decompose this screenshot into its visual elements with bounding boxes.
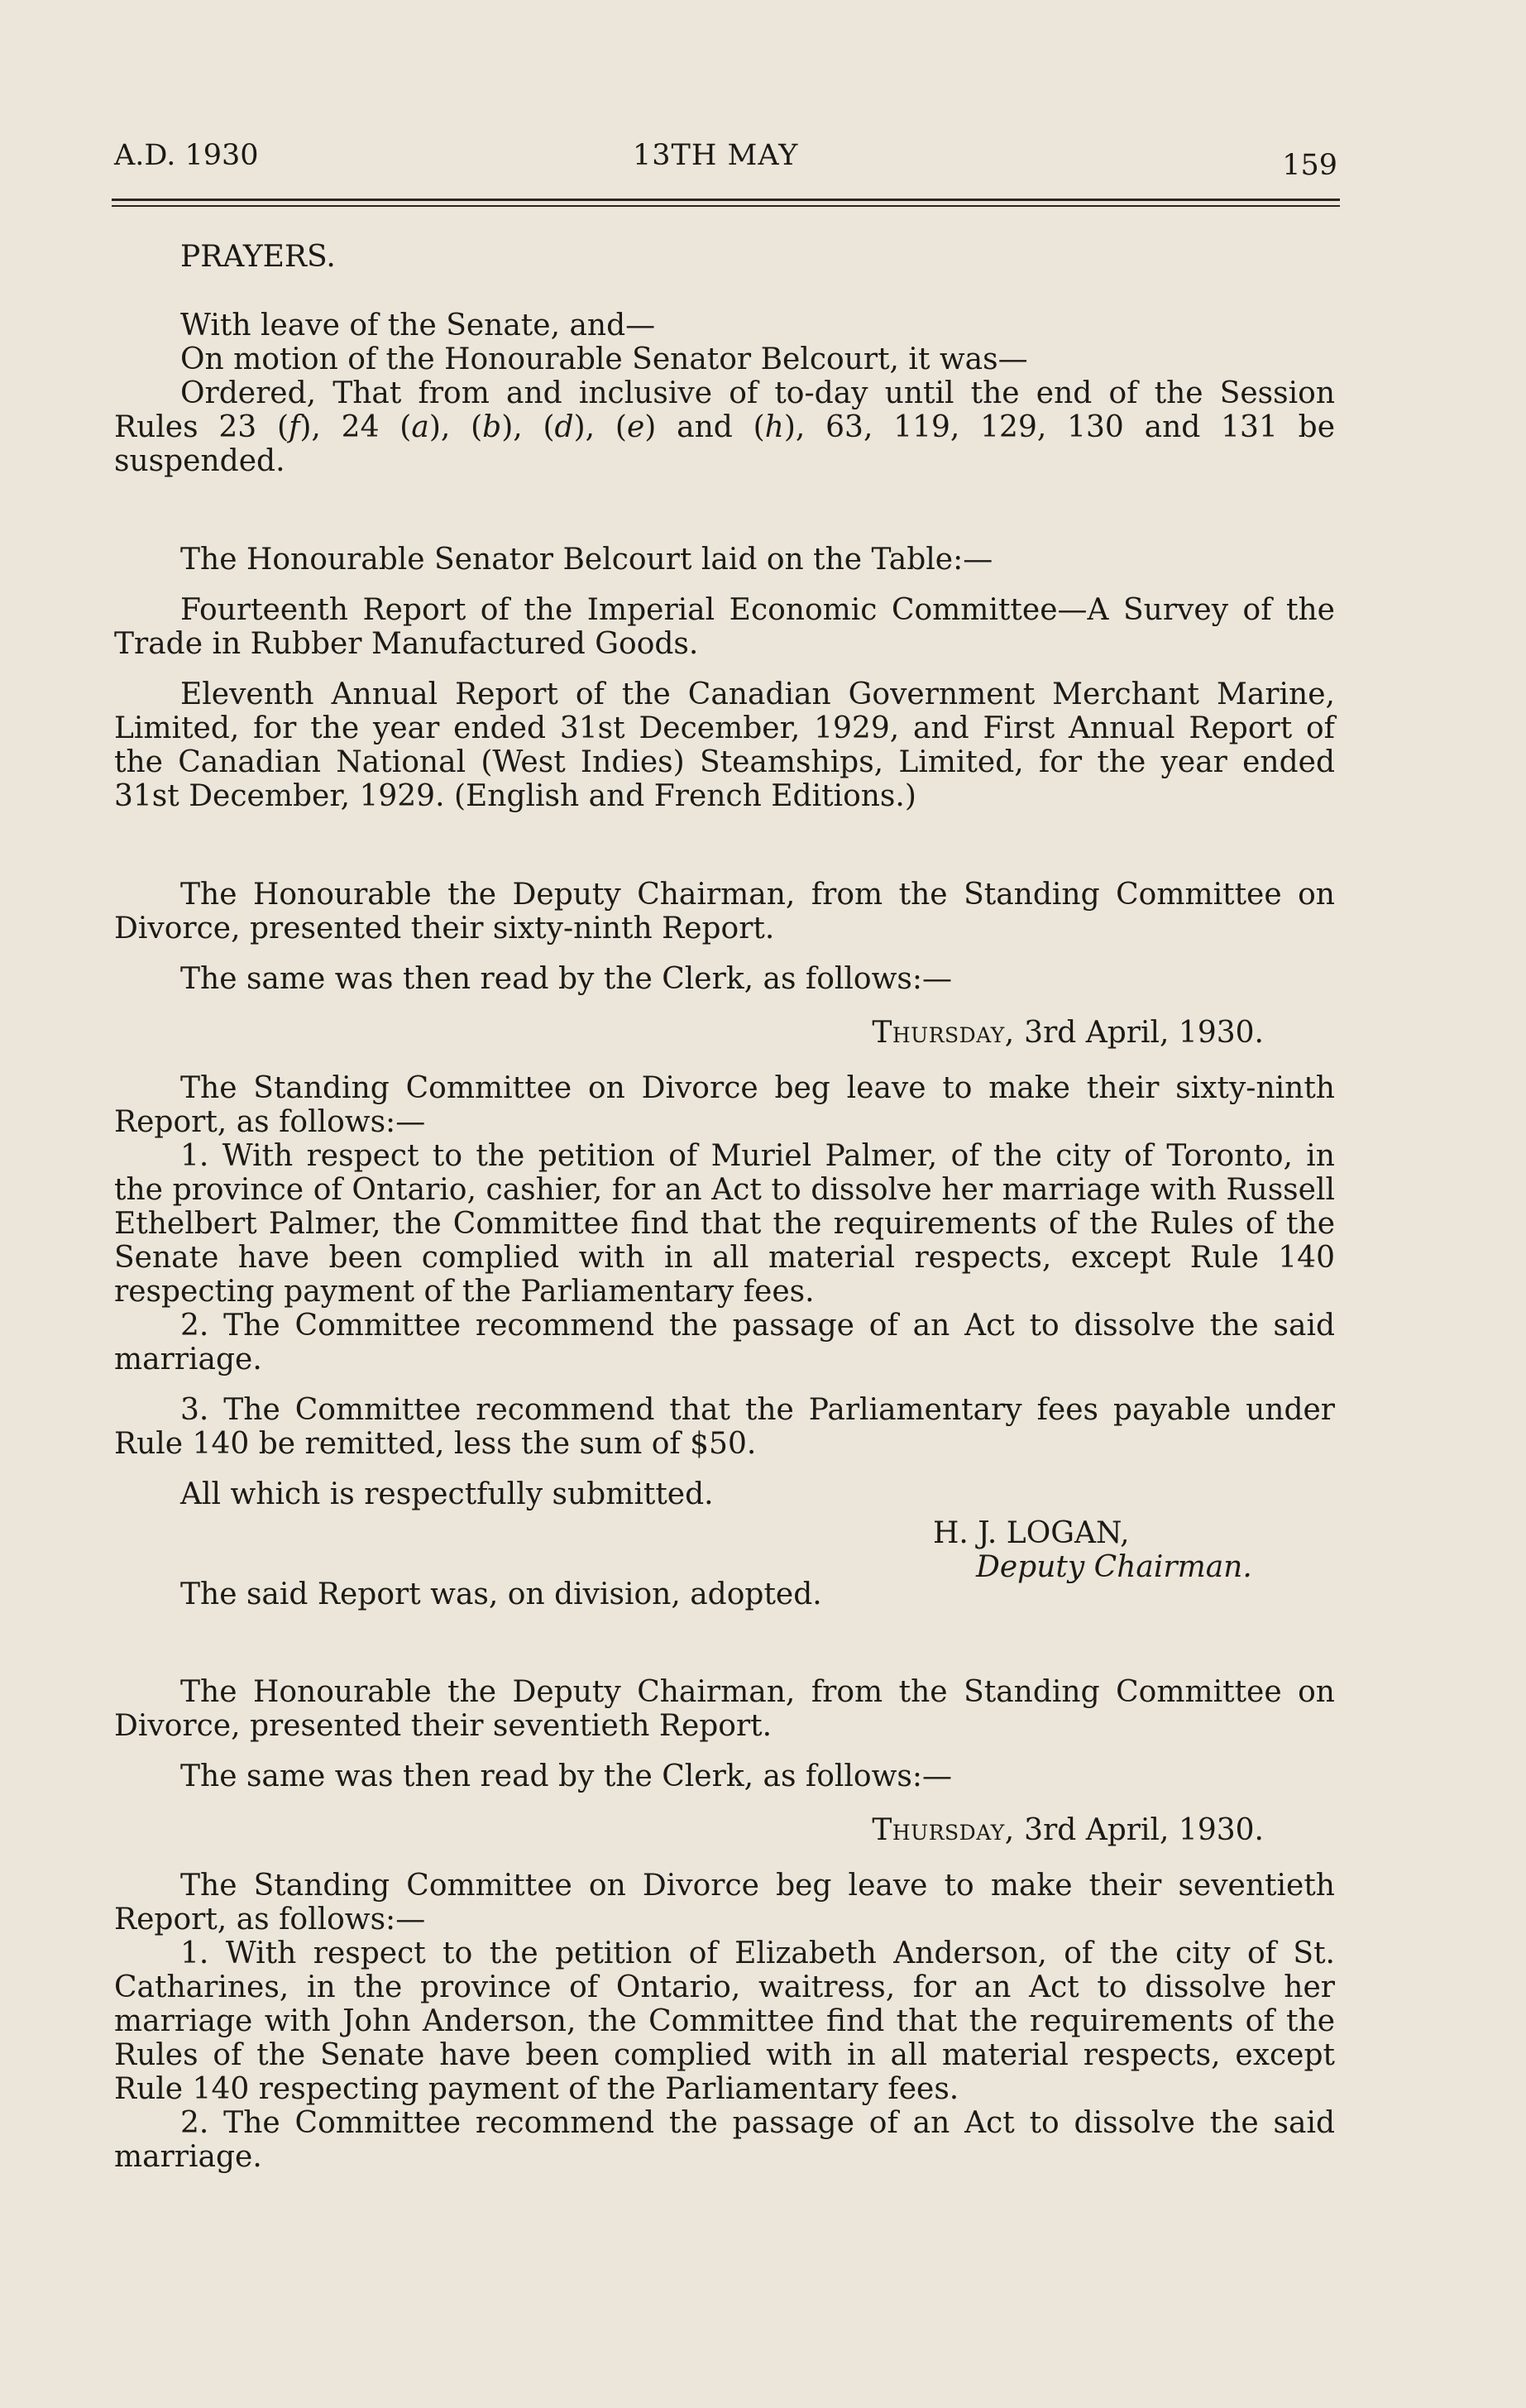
report70-read: The same was then read by the Clerk, as follows:—: [180, 1759, 953, 1793]
signer-name: H. J. LOGAN,: [933, 1516, 1130, 1550]
report69-para2: 2. The Committee recommend the passage of an Act to dissolve the said marriage.: [114, 1309, 1335, 1376]
report69-para3: 3. The Committee recommend that the Parliamentary fees payable under Rule 140 be remitted, less the sum of $50.: [114, 1393, 1335, 1461]
header-date: 13TH MAY: [633, 139, 799, 172]
report70-para2: 2. The Committee recommend the passage of an Act to dissolve the said marriage.: [114, 2106, 1335, 2174]
motion-order: Ordered, That from and inclusive of to-day until the end of the Session Rules 23 (f), 24 (a), (b), (d), (e) and (h), 63, 119, 129, 130 and 131 be suspended.: [114, 376, 1336, 478]
report70-intro: The Honourable the Deputy Chairman, from the Standing Committee on Divorce, presented their seventieth Report.: [114, 1675, 1335, 1743]
signer-title: Deputy Chairman.: [976, 1550, 1252, 1584]
report69-para1: 1. With respect to the petition of Muriel Palmer, of the city of Toronto, in the province of Ontario, cashier, for an Act to dissolve her marriage with Russell Ethelbert Palmer, the Committee find that the requirements of the Rules of the Senate have been complied with in all material respects, except Rule 140 respecting payment of the Parliamentary fees.: [114, 1139, 1335, 1309]
report69-opening: The Standing Committee on Divorce beg leave to make their sixty-ninth Report, as follows:—: [114, 1071, 1335, 1139]
report69-read: The same was then read by the Clerk, as follows:—: [180, 962, 953, 996]
signature-block: [114, 1511, 1335, 1611]
report69-submitted: All which is respectfully submitted.: [180, 1477, 714, 1511]
tabled-document-1: Fourteenth Report of the Imperial Economic Committee—A Survey of the Trade in Rubber Manufactured Goods.: [114, 593, 1335, 661]
header-year: A.D. 1930: [114, 139, 259, 172]
running-head: [114, 139, 1337, 189]
motion-leave: With leave of the Senate, and—: [180, 309, 656, 342]
tabled-document-2: Eleventh Annual Report of the Canadian Government Merchant Marine, Limited, for the year ended 31st December, 1929, and First Annual Report of the Canadian National (West Indies) Steamships, Limited, for the year ended 31st December, 1929. (English and French Editions.): [114, 677, 1335, 813]
prayers-heading: PRAYERS.: [180, 240, 336, 274]
report70-para1: 1. With respect to the petition of Elizabeth Anderson, of the city of St. Catharines, in the province of Ontario, waitress, for an Act to dissolve her marriage with John Anderson, the Committee find that the requirements of the Rules of the Senate have been complied with in all material respects, except Rule 140 respecting payment of the Parliamentary fees.: [114, 1936, 1335, 2106]
tabling-intro: The Honourable Senator Belcourt laid on the Table:—: [180, 543, 993, 577]
motion-mover: On motion of the Honourable Senator Belcourt, it was—: [180, 342, 1028, 376]
page-body: [114, 240, 1335, 2174]
report69-adopted: The said Report was, on division, adopted.: [180, 1577, 822, 1611]
report69-date: Thursday, 3rd April, 1930.: [872, 1016, 1264, 1050]
report69-intro: The Honourable the Deputy Chairman, from the Standing Committee on Divorce, presented their sixty-ninth Report.: [114, 878, 1335, 945]
report70-opening: The Standing Committee on Divorce beg leave to make their seventieth Report, as follows:—: [114, 1869, 1335, 1936]
report70-date: Thursday, 3rd April, 1930.: [872, 1813, 1264, 1847]
header-double-rule: [112, 199, 1340, 207]
page-number: 159: [1282, 149, 1337, 182]
